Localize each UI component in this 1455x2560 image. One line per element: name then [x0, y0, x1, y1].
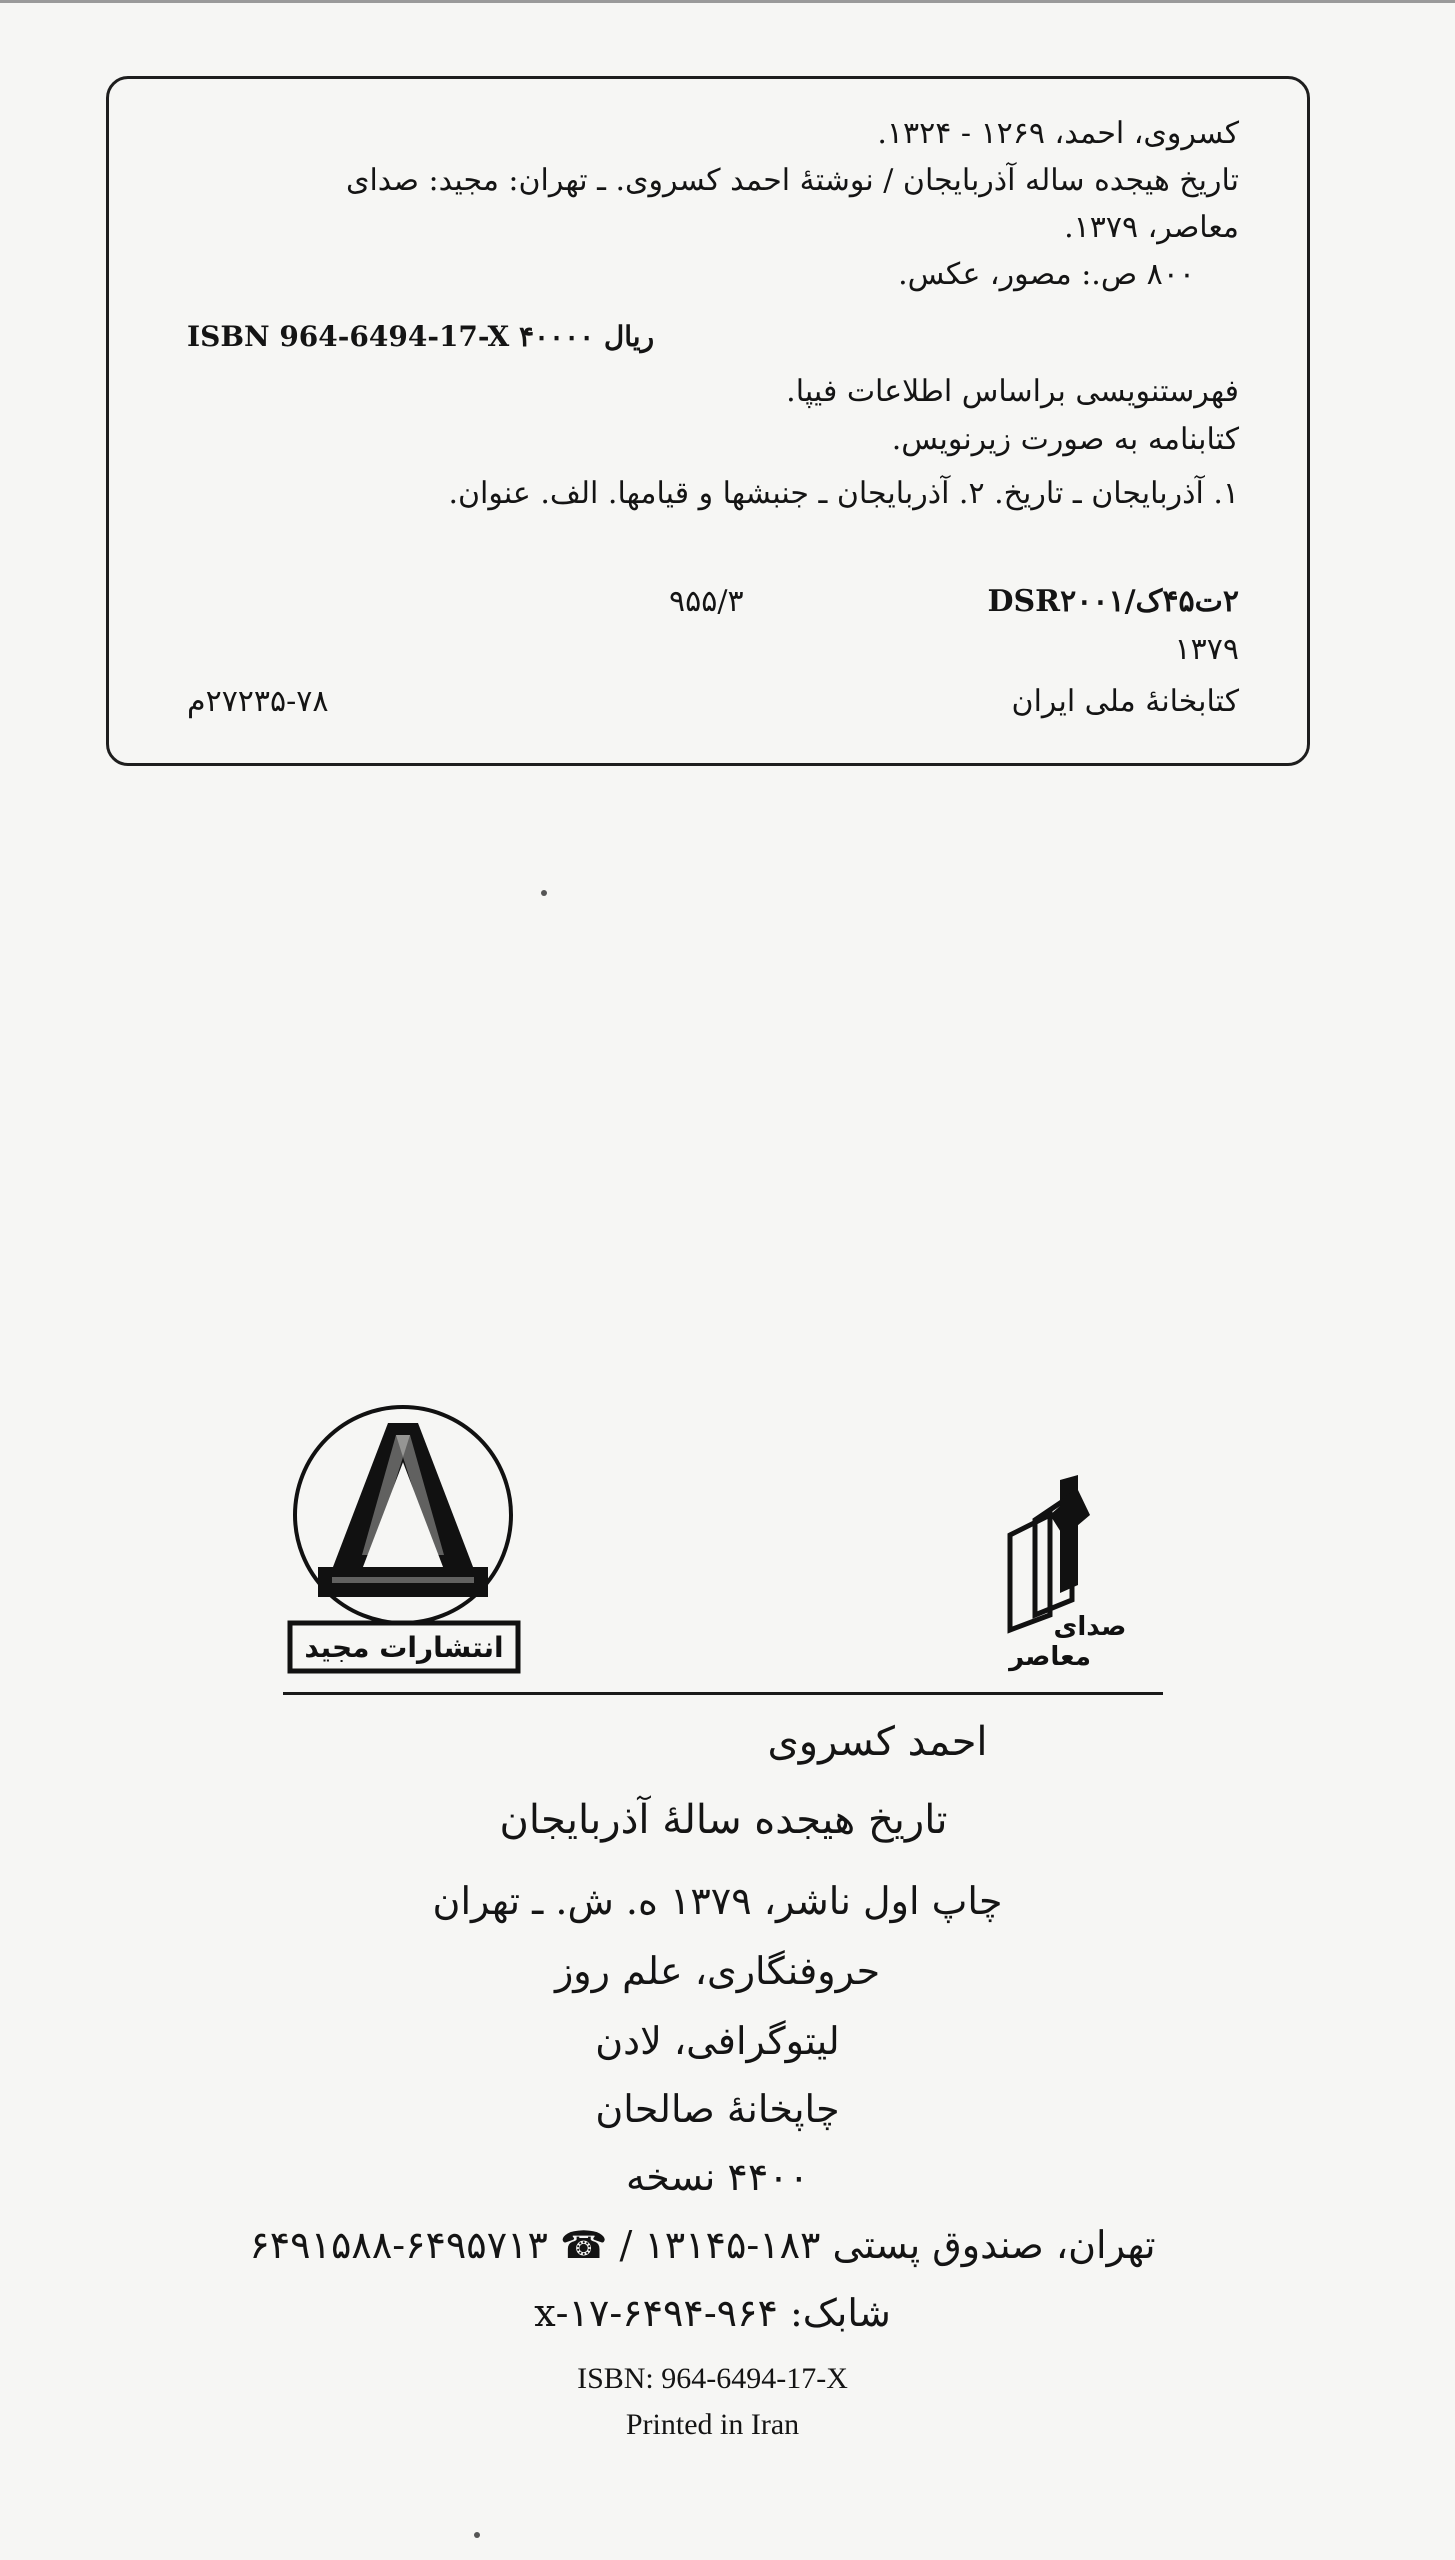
cip-title-line: تاریخ هیجده ساله آذربایجان / نوشتهٔ احمد کسروی. ـ تهران: مجید: صدای [345, 163, 1239, 198]
top-page-edge [0, 0, 1455, 3]
cip-pages-line: ۸۰۰ ص.: مصور، عکس. [898, 257, 1195, 292]
colophon-address: تهران، صندوق پستی ۱۸۳-۱۳۱۴۵ / ☎ ۶۴۹۵۷۱۳-۶۴۹۱۵۸۸ [249, 2223, 1156, 2267]
cataloging-in-publication-box [106, 76, 1310, 766]
speck [474, 2532, 480, 2538]
sada-book-icon [990, 1475, 1140, 1675]
cip-author-line: کسروی، احمد، ۱۲۶۹ - ۱۳۲۴. [877, 116, 1239, 151]
cip-year: ۱۳۷۹ [1174, 632, 1239, 667]
cip-bibliography-line: کتابنامه به صورت زیرنویس. [891, 422, 1239, 457]
colophon-shabak: شابک: ۹۶۴-۶۴۹۴-۱۷-x [534, 2291, 891, 2335]
cip-subjects-line: ۱. آذربایجان ـ تاریخ. ۲. آذربایجان ـ جنبشها و قیامها. الف. عنوان. [448, 476, 1239, 511]
majid-emblem-icon [282, 1405, 526, 1675]
colophon-divider [283, 1692, 1163, 1695]
cip-note-line: فهرستنویسی براساس اطلاعات فیپا. [786, 374, 1239, 409]
cip-lc-classification: ۲ت۴۵ک/DSR۲۰۰۱ [987, 584, 1239, 619]
speck [541, 890, 547, 896]
cip-dewey-classification: ۹۵۵/۳ [669, 584, 744, 619]
colophon-title: تاریخ هیجده سالهٔ آذربایجان [499, 1797, 948, 1843]
cip-library-name: کتابخانهٔ ملی ایران [1011, 684, 1239, 719]
colophon-typesetting: حروفنگاری، علم روز [554, 1949, 881, 1993]
colophon-author: احمد کسروی [767, 1719, 988, 1765]
sada-logo-line1: صدای [1053, 1612, 1127, 1642]
cip-library-number: ۲۷۲۳۵-۷۸م [187, 684, 329, 719]
colophon-isbn: ISBN: 964-6494-17-X [577, 2362, 848, 2395]
colophon-copies: ۴۴۰۰ نسخه [625, 2155, 810, 2199]
majid-publisher-logo [282, 1405, 526, 1675]
cip-isbn-price-line: ISBN 964-6494-17-X ۴۰۰۰۰ ریال [187, 320, 655, 353]
colophon-printed-in: Printed in Iran [625, 2408, 800, 2441]
majid-logo-label: انتشارات مجید [304, 1631, 504, 1664]
colophon-lithography: لیتوگرافی، لادن [595, 2019, 840, 2063]
cip-publisher-line: معاصر، ۱۳۷۹. [1064, 210, 1239, 245]
colophon-printing-house: چاپخانهٔ صالحان [595, 2087, 840, 2131]
sada-logo-line2: معاصر [1009, 1642, 1091, 1672]
sada-moaser-logo [990, 1475, 1140, 1675]
colophon-edition: چاپ اول ناشر، ۱۳۷۹ ه. ش. ـ تهران [432, 1879, 1003, 1923]
